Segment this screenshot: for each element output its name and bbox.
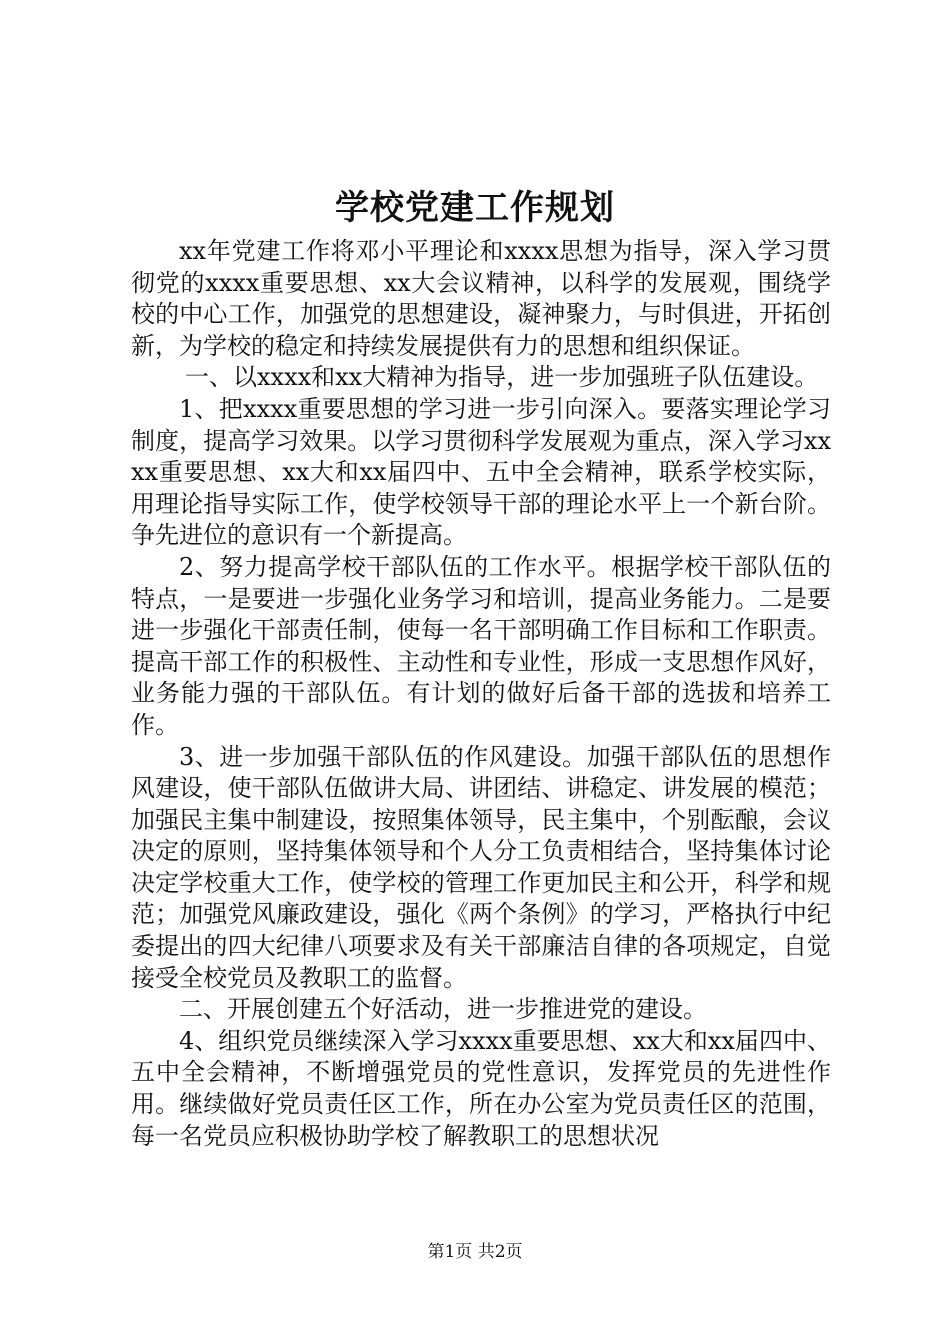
- paragraph-item-2: 2、努力提高学校干部队伍的工作水平。根据学校干部队伍的特点，一是要进一步强化业务学习和培训，提高业务能力。二是要进一步强化干部责任制，使每一名干部明确工作目标和工作职责。提高干部工作的积极性、主动性和专业性，形成一支思想作风好，业务能力强的干部队伍。有计划的做好后备干部的选拔和培养工作。: [131, 552, 831, 739]
- page-footer: 第1页 共2页: [427, 1242, 523, 1262]
- document-body: [131, 236, 831, 1152]
- document-title: 学校党建工作规划: [335, 188, 615, 228]
- paragraph-intro: xx年党建工作将邓小平理论和xxxx思想为指导，深入学习贯彻党的xxxx重要思想、xx大会议精神，以科学的发展观，围绕学校的中心工作，加强党的思想建设，凝神聚力，与时俱进，开拓创新，为学校的稳定和持续发展提供有力的思想和组织保证。: [131, 237, 831, 360]
- paragraph-item-4: 4、组织党员继续深入学习xxxx重要思想、xx大和xx届四中、五中全会精神，不断增强党员的党性意识，发挥党员的先进性作用。继续做好党员责任区工作，所在办公室为党员责任区的范围，每一名党员应积极协助学校了解教职工的思想状况: [131, 1026, 831, 1150]
- paragraph-item-3: 3、进一步加强干部队伍的作风建设。加强干部队伍的思想作风建设，使干部队伍做讲大局、讲团结、讲稳定、讲发展的模范；加强民主集中制建设，按照集体领导，民主集中，个别酝酿，会议决定的原则，坚持集体领导和个人分工负责相结合，坚持集体讨论决定学校重大工作，使学校的管理工作更加民主和公开，科学和规范；加强党风廉政建设，强化《两个条例》的学习，严格执行中纪委提出的四大纪律八项要求及有关干部廉洁自律的各项规定，自觉接受全校党员及教职工的监督。: [131, 742, 831, 992]
- paragraph-item-1: 1、把xxxx重要思想的学习进一步引向深入。要落实理论学习制度，提高学习效果。以学习贯彻科学发展观为重点，深入学习xxxx重要思想、xx大和xx届四中、五中全会精神，联系学校实际，用理论指导实际工作，使学校领导干部的理论水平上一个新台阶。争先进位的意识有一个新提高。: [131, 394, 831, 550]
- section-heading-1: 一、以xxxx和xx大精神为指导，进一步加强班子队伍建设。: [185, 363, 819, 392]
- section-heading-2: 二、开展创建五个好活动，进一步推进党的建设。: [179, 995, 707, 1024]
